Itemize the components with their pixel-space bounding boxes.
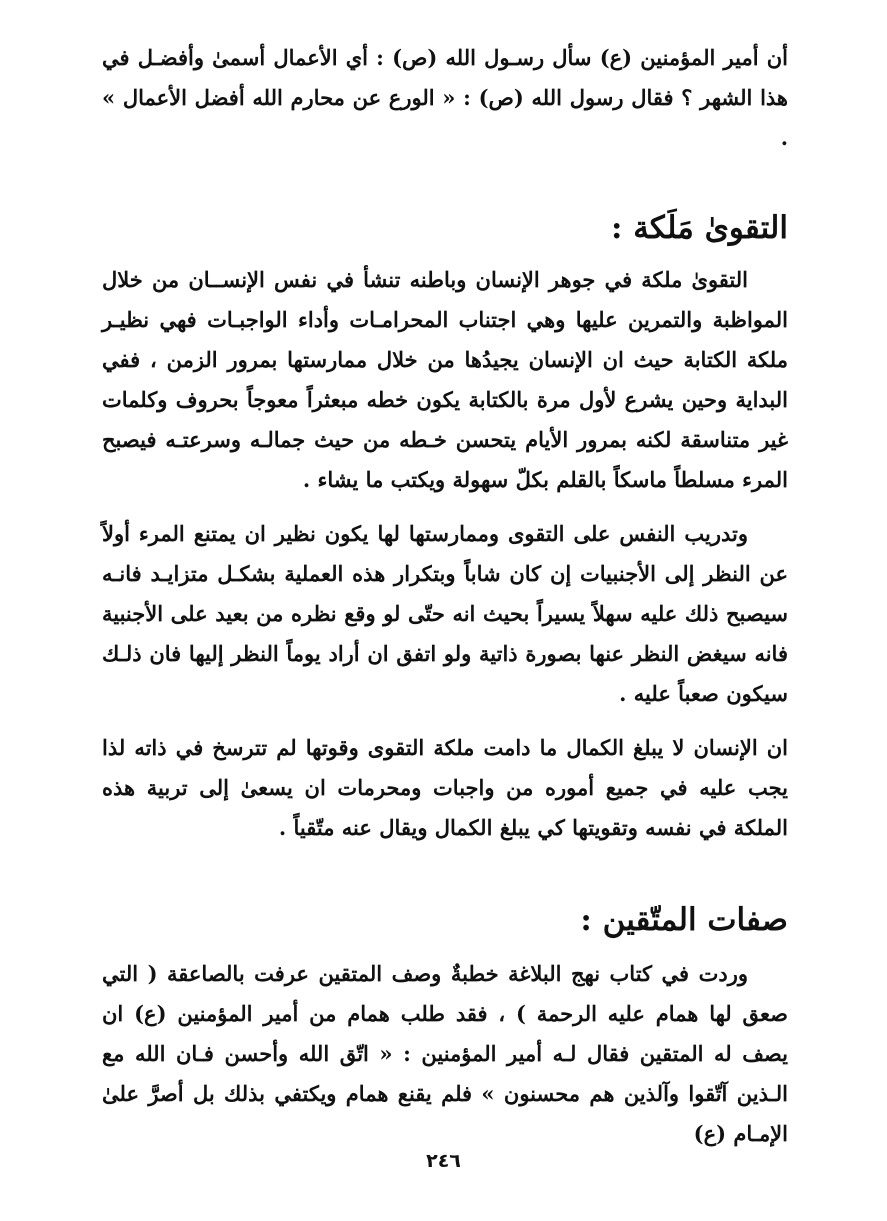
- section2-paragraph-1: وردت في كتاب نهج البلاغة خطبةٌ وصف المتقين عرفت بالصاعقة ( التي صعق لها همام عليه الرحمة ) ، فقد طلب همام من أمير المؤمنين (ع) ان يصف له المتقين فقال لـه أمير المؤمنين : « اتّق الله وأحسن فـان الله مع الـذين آتّقوا وآلذين هم محسنون » فلم يقنع همام ويكتفي بذلك بل أصرَّ علىٰ الإمـام (ع): [102, 961, 788, 1146]
- page-body: [102, 38, 788, 1154]
- page-number: ٢٤٦: [426, 1150, 461, 1172]
- section1-paragraph-2: وتدريب النفس على التقوى وممارستها لها يكون نظير ان يمتنع المرء أولاً عن النظر إلى الأجنبيات إن كان شاباً وبتكرار هذه العملية بشكـل متزايـد فانـه سيصبح ذلك عليه سهلاً يسيراً بحيث انه حتّى لو وقع نظره من بعيد على الأجنبية فانه سيغض النظر عنها بصورة ذاتية ولو اتفق ان أراد يوماً النظر إليها فان ذلـك سيكون صعباً عليه .: [102, 521, 788, 706]
- intro-paragraph: أن أمير المؤمنين (ع) سأل رسـول الله (ص) : أي الأعمال أسمىٰ وأفضـل في هذا الشهر ؟ فقال رسول الله (ص) : « الورع عن محارم الله أفضل الأعمال » .: [102, 45, 788, 150]
- section1-paragraph-1: التقوىٰ ملكة في جوهر الإنسان وباطنه تنشأ في نفس الإنســان من خلال المواظبة والتمرين عليها وهي اجتناب المحرامـات وأداء الواجبـات فهي نظيـر ملكة الكتابة حيث ان الإنسان يجيدُها من خلال ممارستها بمرور الزمن ، ففي البداية وحين يشرع لأول مرة بالكتابة يكون خطه مبعثراً معوجاً بحروف وكلمات غير متناسقة لكنه بمرور الأيام يتحسن خـطه من حيث جمالـه وسرعتـه فيصبح المرء مسلطاً ماسكاً بالقلم بكلّ سهولة ويكتب ما يشاء .: [102, 267, 788, 492]
- section-heading-sifat-muttaqin: صفات المتّقين :: [580, 902, 788, 938]
- section-heading-taqwa-malaka: التقوىٰ مَلَكة :: [610, 210, 788, 246]
- section1-paragraph-3: ان الإنسان لا يبلغ الكمال ما دامت ملكة التقوى وقوتها لم تترسخ في ذاته لذا يجب عليه في جميع أموره من واجبات ومحرمات ان يسعىٰ إلى تربية هذه الملكة في نفسه وتقويتها كي يبلغ الكمال ويقال عنه متّقياً .: [102, 735, 788, 840]
